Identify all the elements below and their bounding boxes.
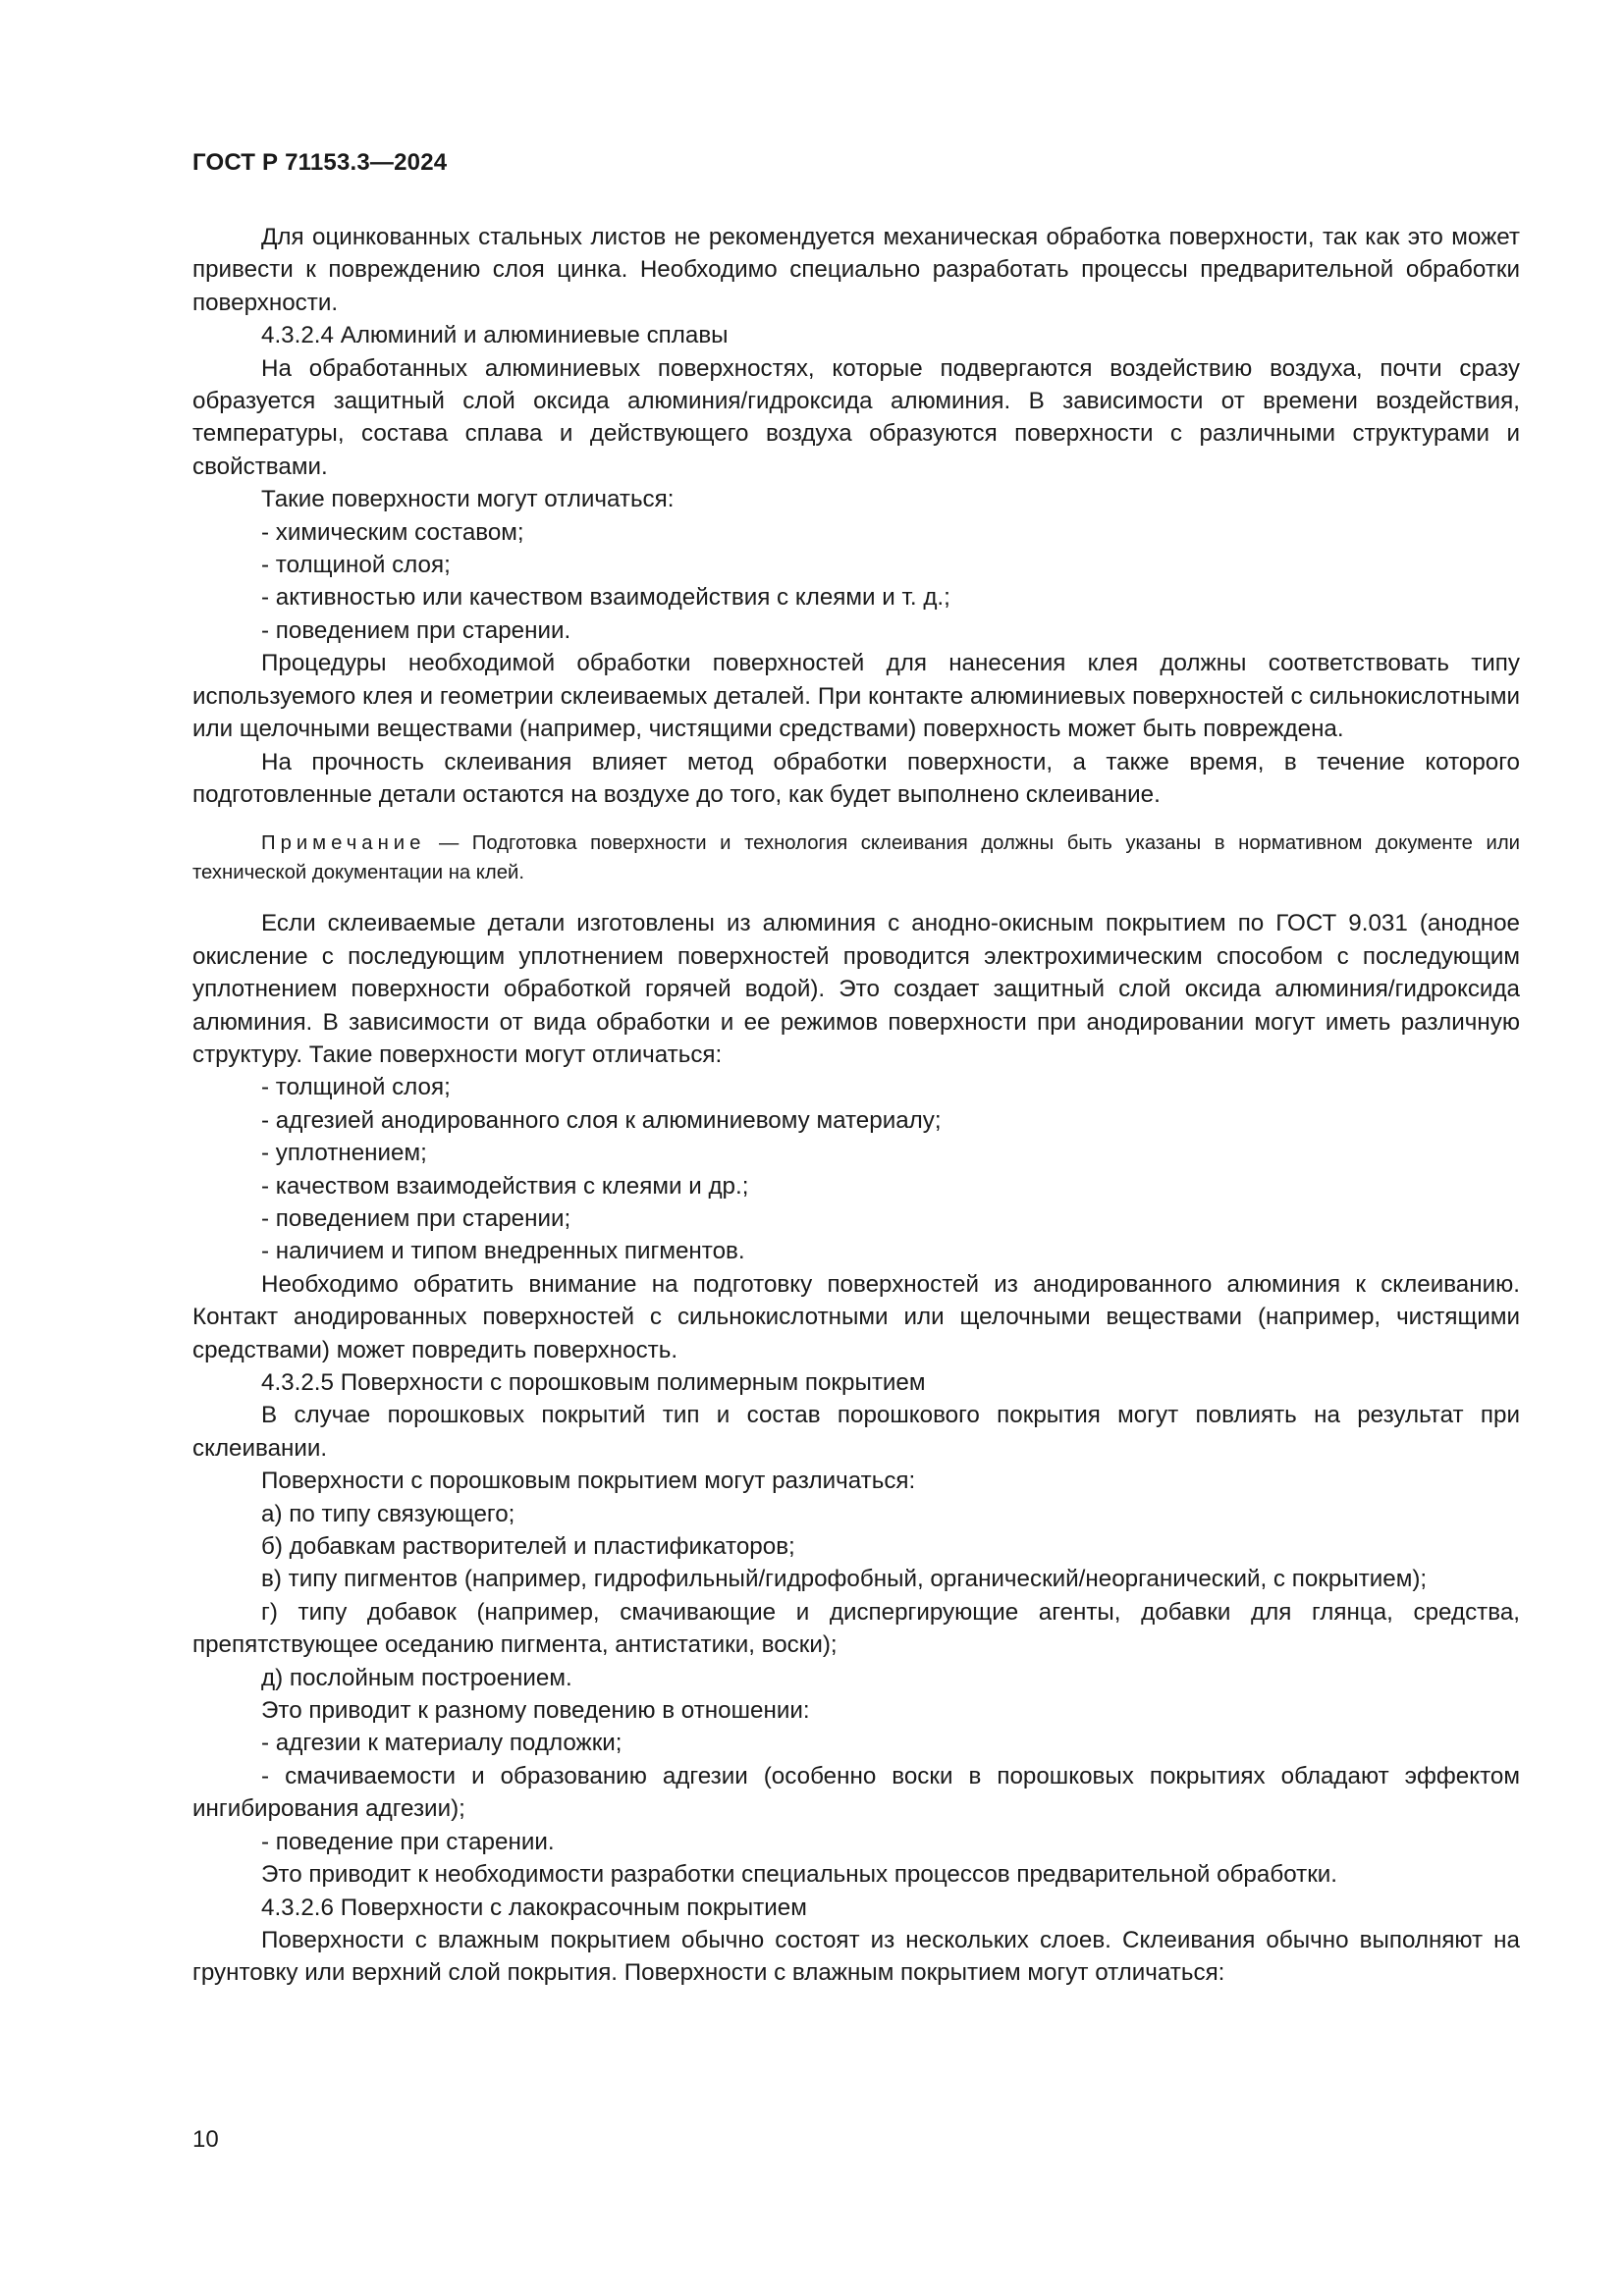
document-header: ГОСТ Р 71153.3—2024 <box>192 149 448 176</box>
paragraph: Это приводит к необходимости разработки специальных процессов предварительной обработки. <box>261 1861 1338 1889</box>
list-item: г) типу добавок (например, смачивающие и диспергирующие агенты, добавки для глянца, средства, препятствующее оседанию пигмента, антистатики, воски); <box>192 1598 1520 1659</box>
list-item: - химическим составом; <box>261 518 524 546</box>
list-item: - поведением при старении. <box>261 616 571 644</box>
list-item: - толщиной слоя; <box>261 552 451 579</box>
paragraph: Если склеиваемые детали изготовлены из алюминия с анодно-окисным покрытием по ГОСТ 9.031 (анодное окисление с последующим уплотнением поверхностей проводится электрохимическим способом с последующим уплотнением поверхности обработкой горячей водой). Это создает защитный слой оксида алюминия/гидроксида алюминия. В зависимости от вида обработки и ее режимов поверхности при анодировании могут иметь различную структуру. Такие поверхности могут отличаться: <box>192 910 1520 1068</box>
paragraph: На прочность склеивания влияет метод обработки поверхности, а также время, в течение которого подготовленные детали остаются на воздухе до того, как будет выполнено склеивание. <box>192 748 1520 808</box>
list-item: - толщиной слоя; <box>261 1074 451 1101</box>
paragraph: На обработанных алюминиевых поверхностях, которые подвергаются воздействию воздуха, почти сразу образуется защитный слой оксида алюминия/гидроксида алюминия. В зависимости от времени воздействия, температуры, состава сплава и действующего воздуха образуются поверхности с различными структурами и свойствами. <box>192 354 1520 480</box>
list-item: - поведением при старении; <box>261 1204 571 1232</box>
list-item: - активностью или качеством взаимодействия с клеями и т. д.; <box>261 584 950 612</box>
list-item: - смачиваемости и образованию адгезии (особенно воски в порошковых покрытиях обладают эффектом ингибирования адгезии); <box>192 1762 1520 1823</box>
list-item: д) послойным построением. <box>261 1664 572 1691</box>
paragraph: Для оцинкованных стальных листов не рекомендуется механическая обработка поверхности, так как это может привести к повреждению слоя цинка. Необходимо специально разработать процессы предварительной обработки поверхности. <box>192 224 1520 316</box>
list-item: - адгезии к материалу подложки; <box>261 1730 623 1757</box>
paragraph: Процедуры необходимой обработки поверхностей для нанесения клея должны соответствовать типу используемого клея и геометрии склеиваемых деталей. При контакте алюминиевых поверхностей с сильнокислотными или щелочными веществами (например, чистящими средствами) поверхность может быть повреждена. <box>192 650 1520 743</box>
list-item: - адгезией анодированного слоя к алюминиевому материалу; <box>261 1106 942 1134</box>
list-item: б) добавкам растворителей и пластификаторов; <box>261 1533 795 1561</box>
paragraph: Поверхности с влажным покрытием обычно состоят из нескольких слоев. Склеивания обычно выполняют на грунтовку или верхний слой покрытия. Поверхности с влажным покрытием могут отличаться: <box>192 1926 1520 1987</box>
paragraph: Такие поверхности могут отличаться: <box>261 486 675 513</box>
list-item: - поведение при старении. <box>261 1828 555 1855</box>
list-item: - уплотнением; <box>261 1140 427 1167</box>
note-label: Примечание <box>261 832 426 855</box>
note-text: — Подготовка поверхности и технология склеивания должны быть указаны в нормативном документе или технической документации на клей. <box>192 832 1520 884</box>
paragraph: 4.3.2.6 Поверхности с лакокрасочным покрытием <box>261 1894 807 1921</box>
page-number: 10 <box>192 2126 219 2153</box>
list-item: а) по типу связующего; <box>261 1500 515 1527</box>
paragraph: 4.3.2.5 Поверхности с порошковым полимерным покрытием <box>261 1369 926 1396</box>
paragraph: 4.3.2.4 Алюминий и алюминиевые сплавы <box>261 322 729 349</box>
document-body <box>192 221 1520 1990</box>
paragraph: Это приводит к разному поведению в отношении: <box>261 1697 810 1725</box>
paragraph: Необходимо обратить внимание на подготовку поверхностей из анодированного алюминия к склеиванию. Контакт анодированных поверхностей с сильнокислотными или щелочными веществами (например, чистящими средствами) может повредить поверхность. <box>192 1270 1520 1363</box>
list-item: в) типу пигментов (например, гидрофильный/гидрофобный, органический/неорганический, с покрытием); <box>261 1566 1428 1593</box>
list-item: - качеством взаимодействия с клеями и др.; <box>261 1172 749 1200</box>
list-item: - наличием и типом внедренных пигментов. <box>261 1238 745 1265</box>
paragraph: В случае порошковых покрытий тип и состав порошкового покрытия могут повлиять на результат при склеивании. <box>192 1402 1520 1462</box>
paragraph: Поверхности с порошковым покрытием могут различаться: <box>261 1468 916 1495</box>
note <box>192 828 1520 887</box>
